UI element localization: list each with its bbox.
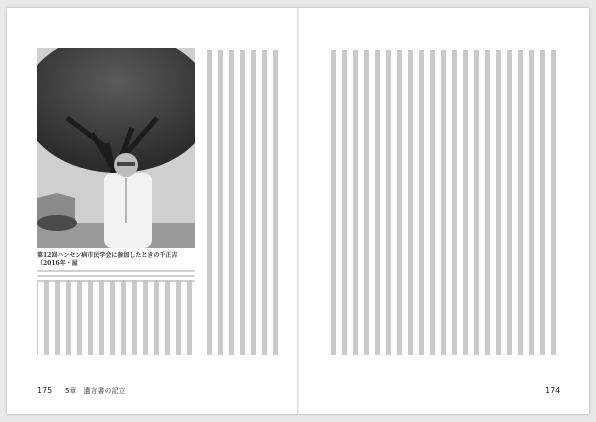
left-page-body-text-upper	[203, 50, 281, 355]
photo-caption-text: 第12回ハンセン病市民学会に参加したときの千正吉（2016年・屋	[37, 252, 178, 267]
left-page-number: 175	[37, 386, 53, 395]
right-page-number: 174	[545, 386, 561, 395]
right-page-body-text	[325, 50, 559, 355]
gutter	[297, 8, 299, 414]
photo-image	[37, 48, 195, 248]
portrait-photo	[37, 48, 195, 248]
photo-caption-remaining-lines	[37, 270, 195, 282]
photo-caption	[37, 252, 195, 276]
book-spread	[7, 8, 589, 414]
left-page-body-text-lower	[37, 280, 195, 355]
left-running-head: 5章 遺言書の記立	[65, 387, 126, 395]
